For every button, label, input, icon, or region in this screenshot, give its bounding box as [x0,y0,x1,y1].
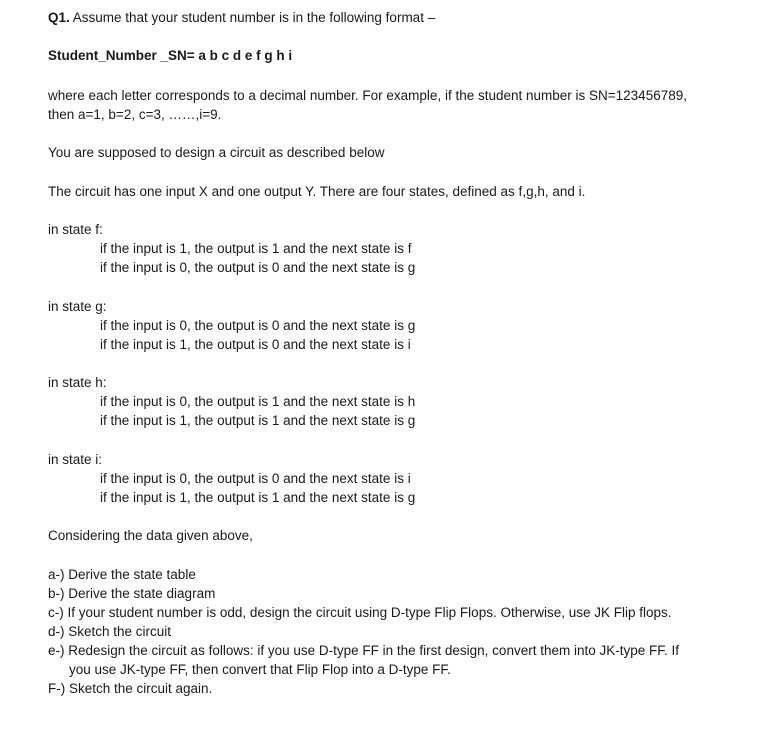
state-i-rule-1: if the input is 0, the output is 0 and the next state is i [100,471,411,486]
question-number: Q1. [48,10,70,25]
task-e-line-1: e-) Redesign the circuit as follows: if you use D-type FF in the first design, convert them into JK-type FF. If [48,643,679,658]
state-f-rule-1: if the input is 1, the output is 1 and the next state is f [100,241,412,256]
state-i-heading: in state i: [48,452,103,467]
state-g-heading: in state g: [48,299,107,314]
task-a: a-) Derive the state table [48,567,196,582]
task-b: b-) Derive the state diagram [48,586,216,601]
question-intro: Assume that your student number is in the following format – [69,10,436,25]
task-f: F-) Sketch the circuit again. [48,681,213,696]
task-d: d-) Sketch the circuit [48,624,172,639]
state-i-rule-2: if the input is 1, the output is 1 and the next state is g [100,490,416,505]
state-g-rule-2: if the input is 1, the output is 0 and the next state is i [100,337,411,352]
circuit-line: The circuit has one input X and one output Y. There are four states, defined as f,g,h, and i. [48,184,586,199]
state-f-heading: in state f: [48,222,103,237]
state-h-heading: in state h: [48,375,107,390]
where-line-2: then a=1, b=2, c=3, ……,i=9. [48,107,222,122]
state-h-rule-1: if the input is 0, the output is 1 and the next state is h [100,394,416,409]
task-c: c-) If your student number is odd, design the circuit using D-type Flip Flops. Otherwise, use JK Flip flops. [48,605,672,620]
format-label: Student_Number _SN= [48,48,195,63]
considering-line: Considering the data given above, [48,528,253,543]
question-header [48,8,435,27]
format-letters: a b c d e f g h i [194,48,293,63]
state-h-rule-2: if the input is 1, the output is 1 and the next state is g [100,413,416,428]
state-g-rule-1: if the input is 0, the output is 0 and the next state is g [100,318,416,333]
task-e-line-2: you use JK-type FF, then convert that Flip Flop into a D-type FF. [69,662,451,677]
design-line: You are supposed to design a circuit as described below [48,145,385,160]
where-line-1: where each letter corresponds to a decimal number. For example, if the student number is SN=123456789, [48,88,687,103]
state-f-rule-2: if the input is 0, the output is 0 and the next state is g [100,260,416,275]
student-number-format [48,46,292,65]
